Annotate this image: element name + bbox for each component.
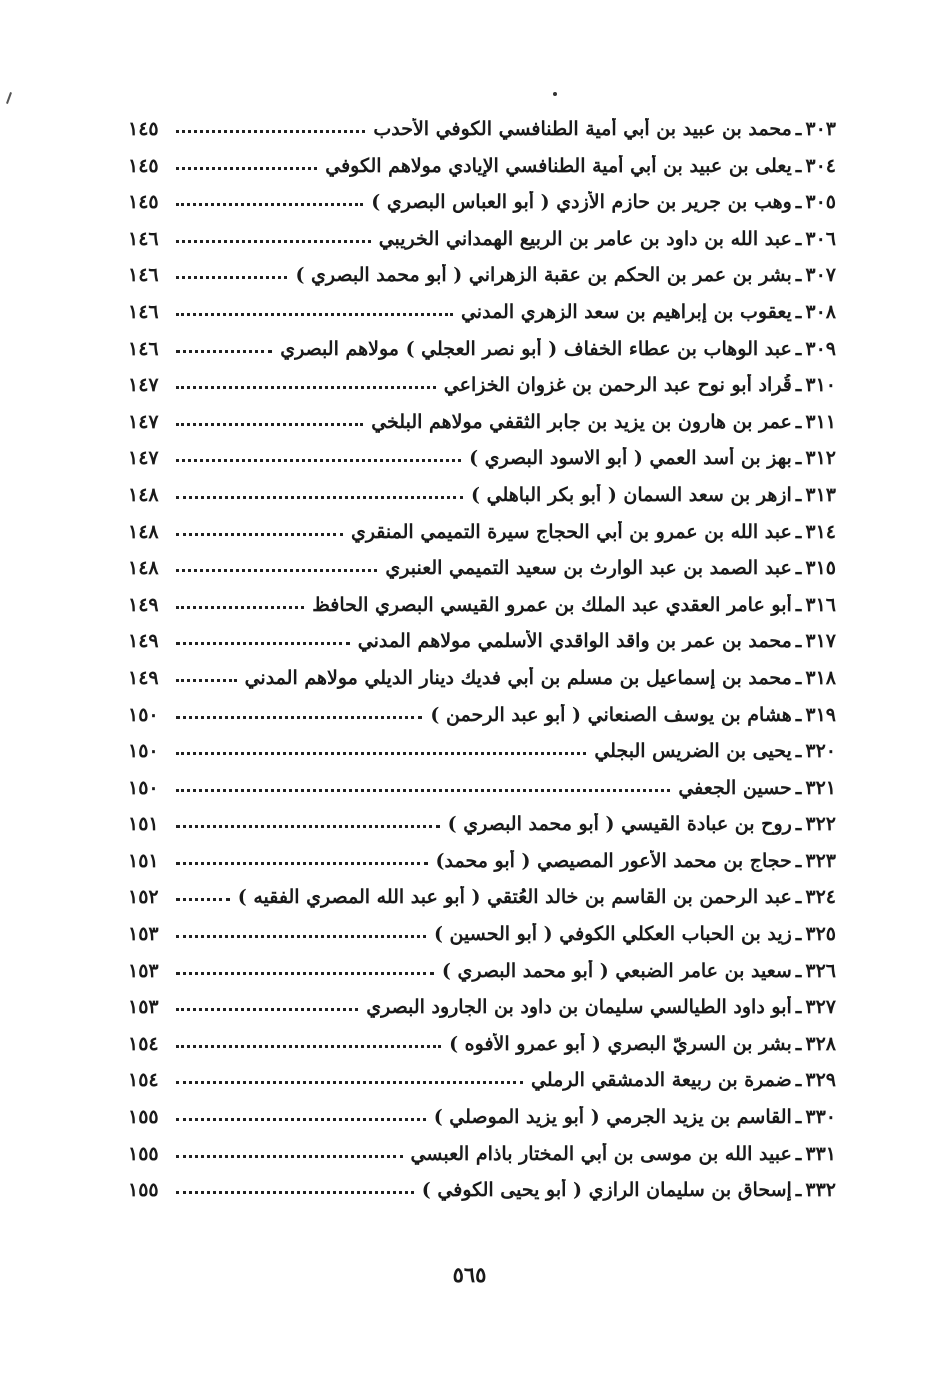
entry-number: ٣١٨	[805, 666, 836, 689]
toc-entry	[128, 1106, 836, 1143]
dot-leader	[176, 167, 317, 170]
entry-title: عبد الله بن داود بن عامر بن الربيع الهمداني الخريبي	[378, 227, 792, 250]
toc-entry	[128, 923, 836, 960]
entry-dash: ـ	[795, 483, 802, 506]
entry-number: ٣٣٢	[805, 1179, 836, 1202]
entry-page: ١٤٦	[128, 264, 159, 287]
entry-page: ١٤٦	[128, 337, 159, 360]
entry-title: يعقوب بن إبراهيم بن سعد الزهري المدني	[460, 300, 792, 323]
dot-leader	[176, 423, 363, 426]
toc-entry	[128, 447, 836, 484]
toc-entry	[128, 338, 836, 375]
table-of-contents	[128, 118, 836, 1216]
dot-leader	[176, 935, 426, 938]
entry-page: ١٥٠	[128, 776, 159, 799]
entry-page: ١٥٠	[128, 740, 159, 763]
entry-title: بشر بن عمر بن الحكم بن عقبة الزهراني ( أبو محمد البصري )	[295, 264, 792, 287]
entry-number: ٣٢٦	[805, 959, 836, 982]
entry-page: ١٥٠	[128, 703, 159, 726]
dot-leader	[176, 533, 343, 536]
entry-title: إسحاق بن سليمان الرازي ( أبو يحيى الكوفي )	[421, 1179, 792, 1202]
entry-page: ١٤٦	[128, 300, 159, 323]
toc-entry	[128, 850, 836, 887]
entry-dash: ـ	[795, 264, 802, 287]
entry-number: ٣٠٦	[805, 227, 836, 250]
dot-leader	[176, 313, 453, 316]
dot-leader	[176, 825, 440, 828]
entry-dash: ـ	[795, 923, 802, 946]
entry-page: ١٥٣	[128, 959, 159, 982]
entry-number: ٣٣٠	[805, 1106, 836, 1129]
entry-page: ١٤٧	[128, 374, 159, 397]
entry-number: ٣٢٨	[805, 1032, 836, 1055]
entry-page: ١٥٥	[128, 1179, 159, 1202]
entry-title: سعيد بن عامر الضبعي ( أبو محمد البصري )	[441, 959, 792, 982]
entry-number: ٣٢٥	[805, 923, 836, 946]
entry-page: ١٤٥	[128, 118, 159, 140]
entry-title: عبد الله بن عمرو بن أبي الحجاج سيرة التميمي المنقري	[350, 520, 792, 543]
entry-page: ١٥٥	[128, 1142, 159, 1165]
entry-number: ٣٢٣	[805, 849, 836, 872]
dot-leader	[176, 862, 428, 865]
toc-entry	[128, 557, 836, 594]
entry-title: أبو عامر العقدي عبد الملك بن عمرو القيسي البصري الحافظ	[312, 593, 792, 616]
entry-number: ٣١٦	[805, 593, 836, 616]
toc-entry	[128, 521, 836, 558]
margin-mark	[6, 92, 12, 104]
toc-entry	[128, 813, 836, 850]
dot-leader	[176, 752, 586, 755]
toc-entry	[128, 301, 836, 338]
entry-title: هشام بن يوسف الصنعاني ( أبو عبد الرحمن )	[430, 703, 792, 726]
entry-title: القاسم بن يزيد الجرمي ( أبو يزيد الموصلي )	[433, 1106, 792, 1129]
entry-title: عمر بن هارون بن يزيد بن جابر الثقفي مولاهم البلخي	[371, 410, 792, 433]
toc-entry	[128, 1033, 836, 1070]
toc-entry	[128, 118, 836, 155]
entry-page: ١٤٥	[128, 154, 159, 177]
entry-title: عبد الصمد بن عبد الوارث بن سعيد التميمي العنبري	[385, 557, 792, 580]
entry-title: عبيد الله بن موسى بن أبي المختار باذام العبسي	[410, 1142, 792, 1165]
dot-leader	[176, 1045, 441, 1048]
entry-number: ٣٠٥	[805, 191, 836, 214]
entry-page: ١٤٨	[128, 483, 159, 506]
entry-number: ٣١٢	[805, 447, 836, 470]
entry-number: ٣١٤	[805, 520, 836, 543]
toc-entry	[128, 374, 836, 411]
dot-leader	[176, 1118, 426, 1121]
entry-title: عبد الرحمن بن القاسم بن خالد العُتقي ( أبو عبد الله المصري الفقيه )	[237, 886, 792, 909]
entry-title: حجاج بن محمد الأعور المصيصي ( أبو محمد)	[435, 849, 792, 872]
entry-title: ضمرة بن ربيعة الدمشقي الرملي	[531, 1069, 792, 1092]
entry-page: ١٥٣	[128, 923, 159, 946]
entry-page: ١٤٧	[128, 410, 159, 433]
entry-number: ٣٢٩	[805, 1069, 836, 1092]
entry-page: ١٥٤	[128, 1069, 159, 1092]
entry-page: ١٤٨	[128, 520, 159, 543]
entry-dash: ـ	[795, 520, 802, 543]
entry-number: ٣١٥	[805, 557, 836, 580]
toc-entry	[128, 1143, 836, 1180]
entry-page: ١٥٤	[128, 1032, 159, 1055]
entry-dash: ـ	[795, 227, 802, 250]
entry-number: ٣٢٢	[805, 813, 836, 836]
entry-title: حسين الجعفي	[678, 776, 792, 799]
entry-number: ٣٢٠	[805, 740, 836, 763]
toc-entry	[128, 264, 836, 301]
dot-leader	[176, 716, 422, 719]
entry-dash: ـ	[795, 1032, 802, 1055]
dot-leader	[176, 203, 363, 206]
entry-page: ١٥٥	[128, 1106, 159, 1129]
entry-dash: ـ	[795, 849, 802, 872]
entry-dash: ـ	[795, 337, 802, 360]
entry-dash: ـ	[795, 447, 802, 470]
dot-leader	[176, 679, 237, 682]
entry-dash: ـ	[795, 1179, 802, 1202]
entry-dash: ـ	[795, 118, 802, 140]
dot-leader	[176, 130, 365, 133]
entry-dash: ـ	[795, 703, 802, 726]
entry-dash: ـ	[795, 374, 802, 397]
entry-page: ١٤٧	[128, 447, 159, 470]
dot-leader	[176, 496, 463, 499]
entry-number: ٣٠٤	[805, 154, 836, 177]
toc-entry	[128, 996, 836, 1033]
toc-entry	[128, 484, 836, 521]
dot-leader	[176, 569, 377, 572]
dot-leader	[176, 789, 670, 792]
entry-title: روح بن عبادة القيسي ( أبو محمد البصري )	[447, 813, 792, 836]
dot-leader	[176, 1008, 358, 1011]
entry-page: ١٤٦	[128, 227, 159, 250]
dot-leader	[176, 459, 461, 462]
dot-leader	[176, 386, 436, 389]
entry-dash: ـ	[795, 740, 802, 763]
toc-entry	[128, 411, 836, 448]
entry-page: ١٤٩	[128, 630, 159, 653]
entry-dash: ـ	[795, 191, 802, 214]
entry-dash: ـ	[795, 996, 802, 1019]
entry-title: محمد بن عبيد بن أبي أمية الطنافسي الكوفي الأحدب	[373, 118, 792, 140]
dot-leader	[176, 606, 304, 609]
entry-dash: ـ	[795, 813, 802, 836]
entry-number: ٣٠٧	[805, 264, 836, 287]
dot-leader	[176, 1155, 403, 1158]
entry-title: بشر بن السريّ البصري ( أبو عمرو الأفوه )	[449, 1032, 792, 1055]
dot-leader	[176, 642, 350, 645]
entry-dash: ـ	[795, 1106, 802, 1129]
entry-title: محمد بن عمر بن واقد الواقدي الأسلمي مولاهم المدني	[357, 630, 792, 653]
entry-page: ١٥٣	[128, 996, 159, 1019]
toc-entry	[128, 1179, 836, 1216]
entry-title: عبد الوهاب بن عطاء الخفاف ( أبو نصر العجلي ) مولاهم البصري	[280, 337, 792, 360]
dot-leader	[176, 276, 287, 279]
page-dot	[553, 92, 557, 96]
entry-page: ١٤٥	[128, 191, 159, 214]
entry-dash: ـ	[795, 154, 802, 177]
entry-title: زيد بن الحباب العكلي الكوفي ( أبو الحسين )	[433, 923, 792, 946]
entry-page: ١٥٢	[128, 886, 159, 909]
entry-number: ٣١٣	[805, 483, 836, 506]
entry-number: ٣١٩	[805, 703, 836, 726]
toc-entry	[128, 228, 836, 265]
dot-leader	[176, 898, 230, 901]
entry-number: ٣١٠	[805, 374, 836, 397]
entry-number: ٣٣١	[805, 1142, 836, 1165]
toc-entry	[128, 740, 836, 777]
entry-number: ٣٠٨	[805, 300, 836, 323]
toc-entry	[128, 667, 836, 704]
toc-entry	[128, 777, 836, 814]
entry-dash: ـ	[795, 776, 802, 799]
entry-dash: ـ	[795, 630, 802, 653]
entry-dash: ـ	[795, 410, 802, 433]
entry-number: ٣٢١	[805, 776, 836, 799]
entry-number: ٣٢٤	[805, 886, 836, 909]
entry-title: أبو داود الطيالسي سليمان بن داود بن الجارود البصري	[366, 996, 792, 1019]
dot-leader	[176, 1191, 414, 1194]
toc-entry	[128, 191, 836, 228]
toc-entry	[128, 594, 836, 631]
toc-entry	[128, 155, 836, 192]
entry-number: ٣٢٧	[805, 996, 836, 1019]
entry-title: قُراد أبو نوح عبد الرحمن بن غزوان الخزاعي	[443, 374, 792, 397]
entry-dash: ـ	[795, 300, 802, 323]
entry-title: محمد بن إسماعيل بن مسلم بن أبي فديك دينار الديلي مولاهم المدني	[244, 666, 792, 689]
entry-dash: ـ	[795, 557, 802, 580]
entry-dash: ـ	[795, 1069, 802, 1092]
toc-entry	[128, 630, 836, 667]
dot-leader	[176, 972, 434, 975]
entry-page: ١٤٩	[128, 593, 159, 616]
toc-entry	[128, 960, 836, 997]
entry-title: ازهر بن سعد السمان ( أبو بكر الباهلي )	[471, 483, 792, 506]
entry-page: ١٤٩	[128, 666, 159, 689]
entry-dash: ـ	[795, 886, 802, 909]
toc-entry	[128, 1069, 836, 1106]
entry-number: ٣١٧	[805, 630, 836, 653]
entry-dash: ـ	[795, 666, 802, 689]
entry-dash: ـ	[795, 1142, 802, 1165]
entry-dash: ـ	[795, 593, 802, 616]
toc-entry	[128, 704, 836, 741]
page-number: ٥٦٥	[452, 1262, 487, 1287]
dot-leader	[176, 350, 272, 353]
toc-entry	[128, 886, 836, 923]
entry-title: يعلى بن عبيد بن أبي أمية الطنافسي الإيادي مولاهم الكوفي	[325, 154, 792, 177]
dot-leader	[176, 240, 371, 243]
entry-number: ٣٠٩	[805, 337, 836, 360]
entry-page: ١٥١	[128, 849, 159, 872]
dot-leader	[176, 1081, 523, 1084]
entry-title: بهز بن أسد العمي ( أبو الاسود البصري )	[469, 447, 792, 470]
entry-number: ٣١١	[805, 410, 836, 433]
entry-number: ٣٠٣	[805, 118, 836, 140]
entry-title: يحيى بن الضريس البجلي	[594, 740, 792, 763]
entry-page: ١٤٨	[128, 557, 159, 580]
entry-title: وهب بن جرير بن حازم الأزدي ( أبو العباس البصري )	[371, 191, 792, 214]
entry-dash: ـ	[795, 959, 802, 982]
entry-page: ١٥١	[128, 813, 159, 836]
